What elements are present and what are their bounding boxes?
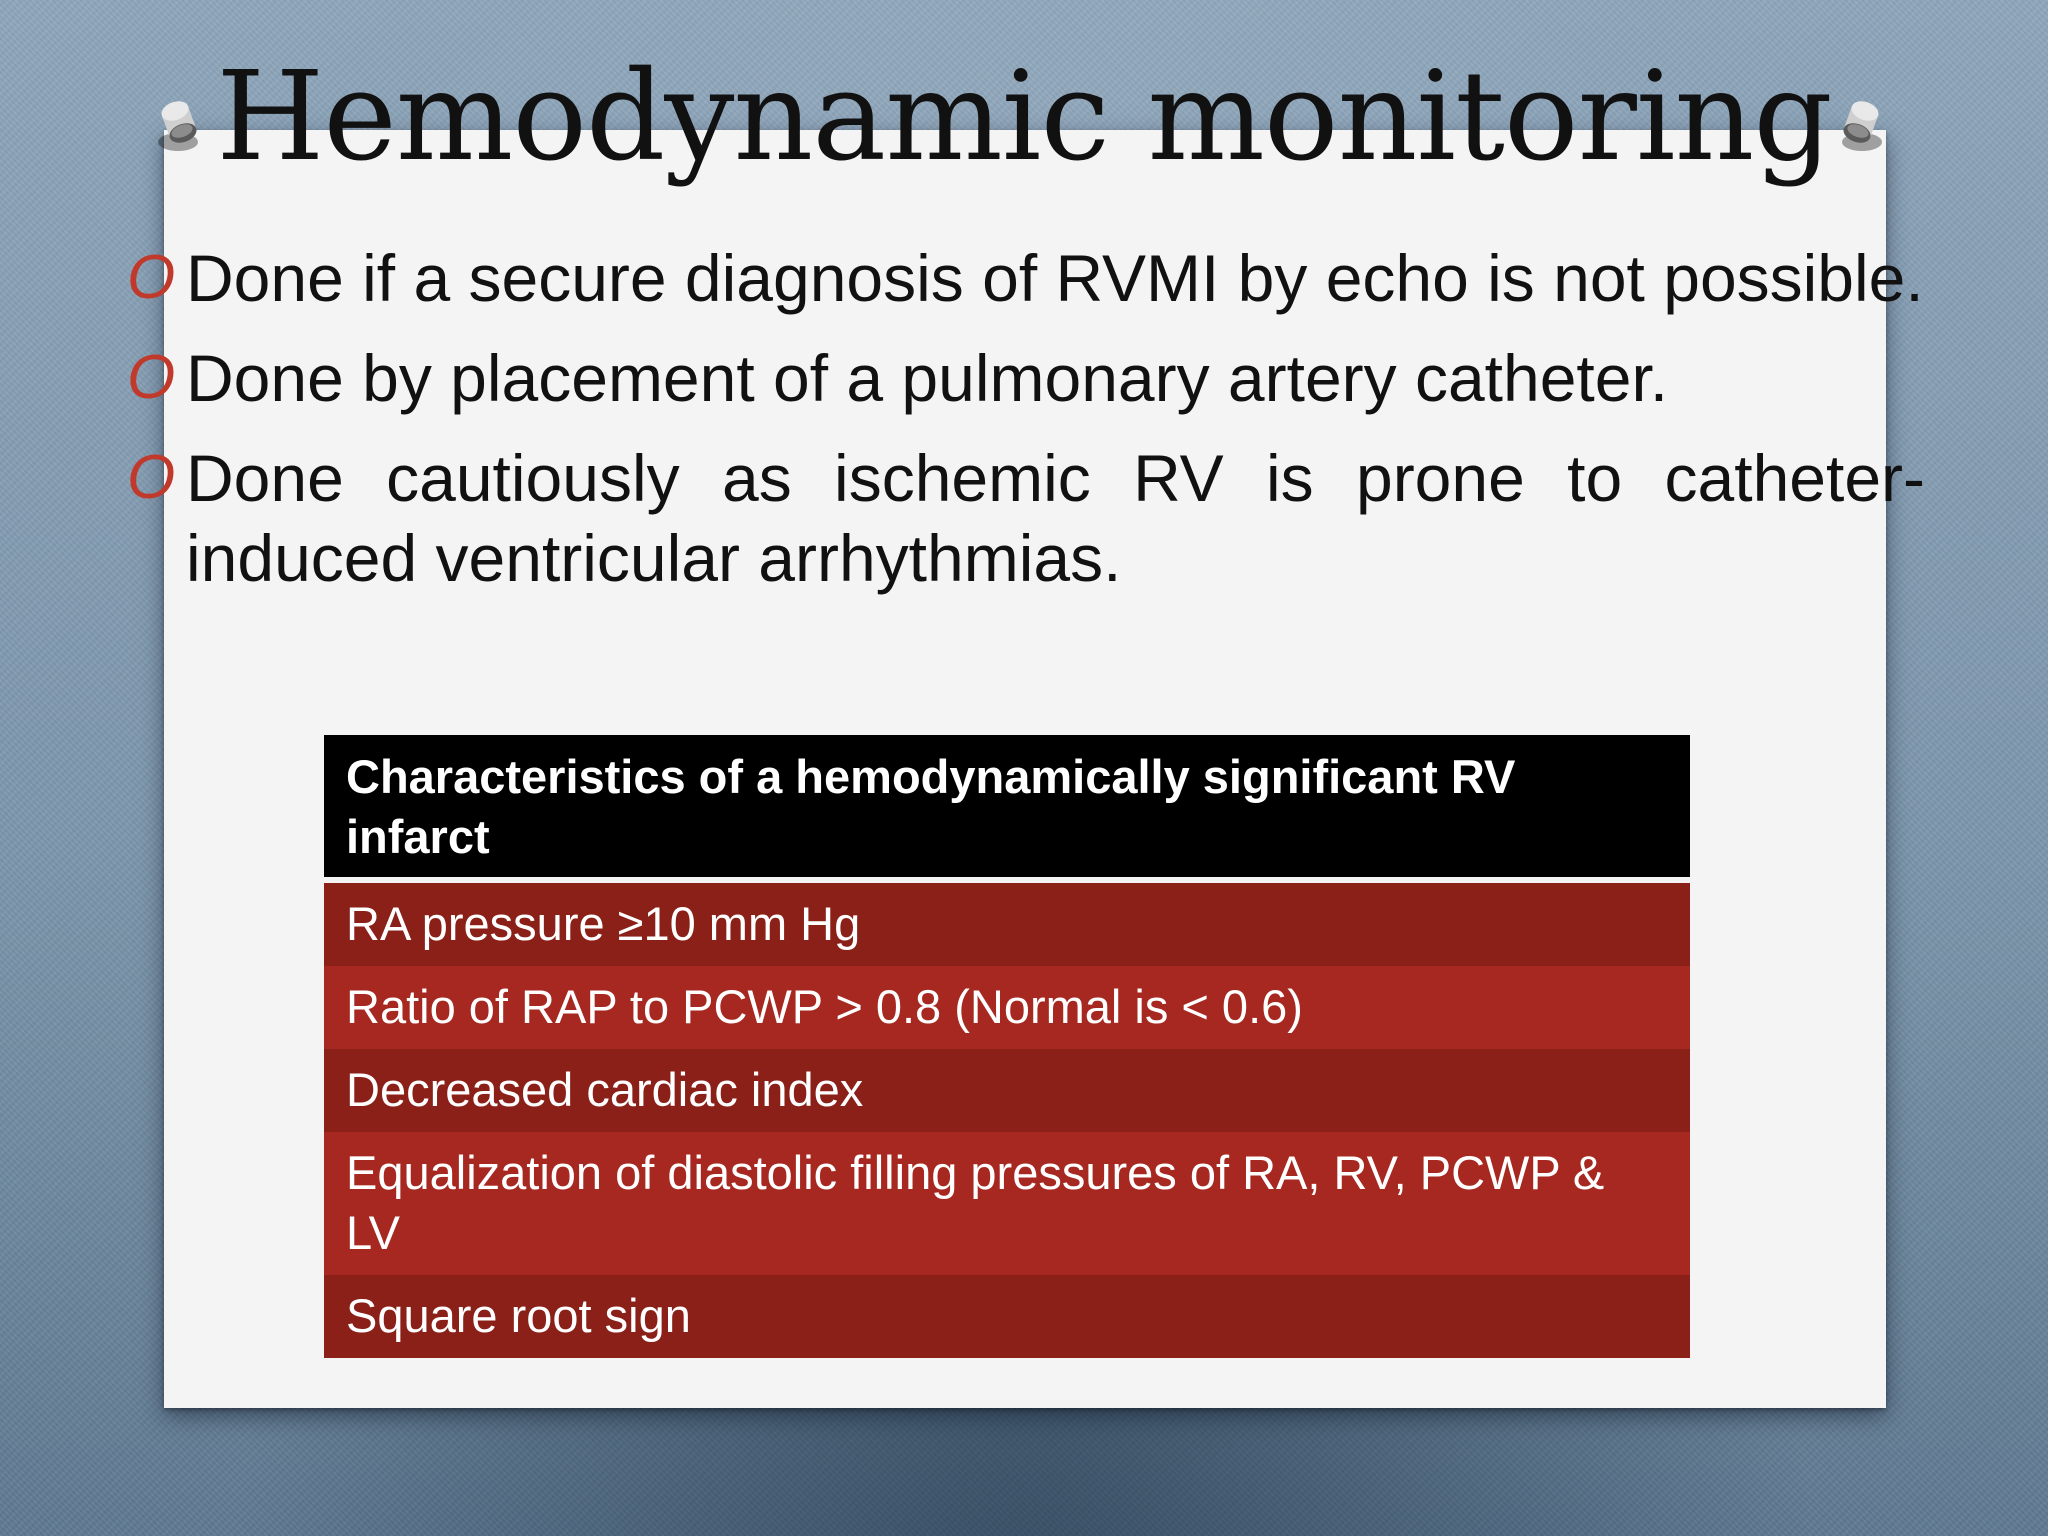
table-header-row: [324, 735, 1690, 880]
bullet-list: [127, 238, 1925, 618]
table-cell: Decreased cardiac index: [324, 1049, 1690, 1132]
table-row: [324, 1132, 1690, 1275]
bullet-text: Done by placement of a pulmonary artery catheter.: [186, 341, 1669, 415]
slide-title: Hemodynamic monitoring: [216, 45, 1832, 189]
bullet-item: [127, 438, 1925, 598]
bullet-item: [127, 338, 1925, 418]
table-row: [324, 1275, 1690, 1358]
characteristics-table: [324, 735, 1690, 1358]
bullet-text: Done cautiously as ischemic RV is prone to catheter-induced ventricular arrhythmias.: [186, 441, 1925, 595]
bullet-text: Done if a secure diagnosis of RVMI by echo is not possible.: [186, 241, 1924, 315]
table-row: [324, 1049, 1690, 1132]
table-cell: Ratio of RAP to PCWP > 0.8 (Normal is < 0.6): [324, 966, 1690, 1049]
table-cell: Square root sign: [324, 1275, 1690, 1358]
table-row: [324, 880, 1690, 966]
bullet-marker-icon: O: [127, 343, 176, 412]
bullet-marker-icon: O: [127, 443, 176, 512]
table-row: [324, 966, 1690, 1049]
bullet-marker-icon: O: [127, 243, 176, 312]
table-header: Characteristics of a hemodynamically significant RV infarct: [324, 735, 1690, 880]
table-cell: Equalization of diastolic filling pressures of RA, RV, PCWP & LV: [324, 1132, 1690, 1275]
table-cell: RA pressure ≥10 mm Hg: [324, 880, 1690, 966]
bullet-item: [127, 238, 1925, 318]
